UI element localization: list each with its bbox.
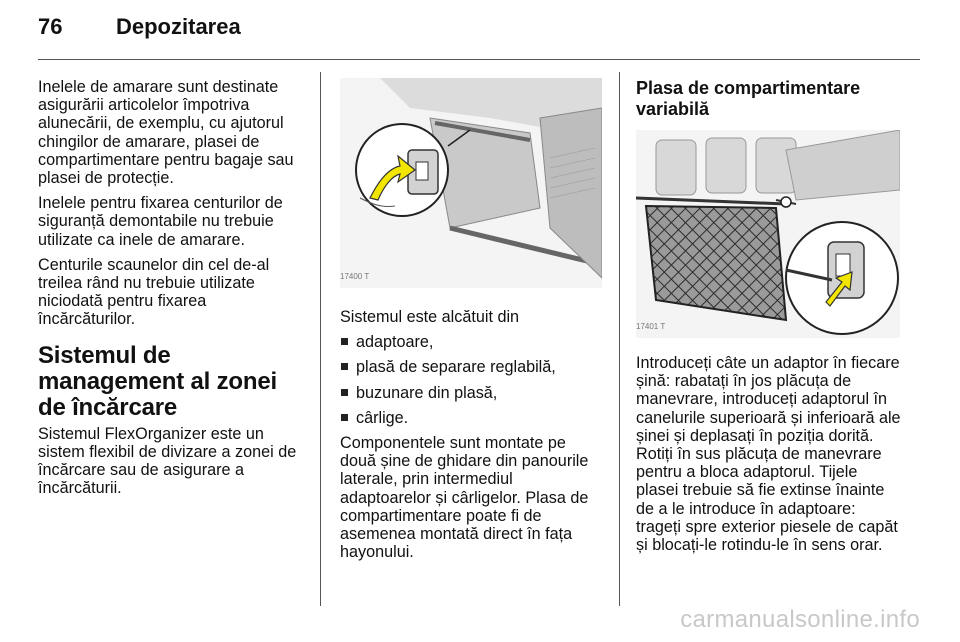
bullet-icon — [341, 338, 348, 345]
paragraph-lashing-eyes: Inelele de amarare sunt destinate asigurării articolelor împotriva alunecării, de exemplu, cu ajutorul chingilor de amarare, plasei de compartimentare pentru bagaje sau plasei de protecție. — [38, 78, 294, 188]
column-3 — [636, 78, 904, 561]
subsection-heading: Plasa de compartimentare variabilă — [636, 78, 861, 119]
partition-net-illustration — [636, 130, 900, 338]
installation-paragraph: Introduceți câte un adaptor în fiecare șină: rabatați în jos plăcuța de manevrare, introduceți adaptorul în canelurile superioară și inferioară ale șinei și deplasați în poziția dorită. Rotiți în sus plăcuța de manevrare pentru a bloca adaptorul. Tijele plasei trebuie să fie extinse înainte de a le introduce în adaptoare: trageți spre exterior piesele de capăt și blocați-le rotindu-le în sens orar. — [636, 354, 901, 555]
figure-code: 17400 T — [340, 271, 370, 281]
watermark: carmanualsonline.info — [680, 606, 920, 633]
components-intro: Sistemul este alcătuit din — [340, 308, 520, 326]
paragraph-seatbelt-eyes: Inelele pentru fixarea centurilor de siguranță demontabile nu trebuie utilizate ca inele de amarare. — [38, 194, 283, 249]
components-paragraph: Componentele sunt montate pe două șine de ghidare din panourile laterale, prin intermediul adaptoarelor și cârligelor. Plasa de compartimentare poate fi de asemenea montată direct în fața hayonului. — [340, 434, 589, 562]
list-item: adaptoare, — [340, 333, 602, 351]
column-2 — [340, 78, 602, 568]
column-divider-1 — [320, 72, 321, 606]
page-header — [38, 14, 241, 40]
list-item: cârlige. — [340, 409, 602, 427]
figure-rail-adapter — [340, 78, 602, 288]
bullet-icon — [341, 363, 348, 370]
page-title: Depozitarea — [116, 14, 241, 39]
column-1 — [38, 78, 300, 504]
figure-code: 17401 T — [636, 321, 666, 331]
header-rule — [38, 59, 920, 60]
section-heading: Sistemul de management al zonei de încărcare — [38, 341, 277, 421]
page-number: 76 — [38, 14, 63, 39]
cargo-rail-illustration — [340, 78, 602, 288]
list-item: buzunare din plasă, — [340, 384, 602, 402]
components-list — [340, 333, 602, 427]
figure-partition-net — [636, 130, 900, 338]
bullet-icon — [341, 389, 348, 396]
bullet-icon — [341, 414, 348, 421]
column-divider-2 — [619, 72, 620, 606]
paragraph-flexorganizer: Sistemul FlexOrganizer este un sistem flexibil de divizare a zonei de încărcare sau de asigurare a încărcăturii. — [38, 424, 297, 498]
list-item: plasă de separare reglabilă, — [340, 358, 602, 376]
paragraph-third-row-belts: Centurile scaunelor din cel de-al treilea rând nu trebuie utilizate niciodată pentru fixarea încărcăturilor. — [38, 255, 270, 329]
